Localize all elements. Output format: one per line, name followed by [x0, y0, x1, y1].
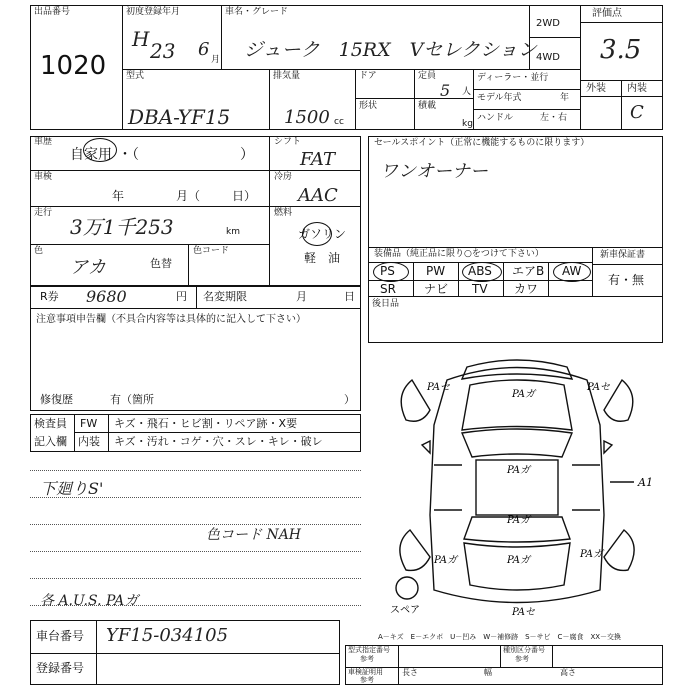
width-label: 幅 — [484, 668, 492, 677]
car-damage-diagram — [372, 345, 662, 625]
car-name-value: ジューク 15RX Vセレクション — [244, 39, 537, 61]
equipment-ps-circle — [373, 262, 409, 282]
expiry-day: 日 — [344, 290, 355, 303]
capacity-value: 5 — [440, 81, 451, 100]
ac-label: 冷房 — [274, 172, 293, 182]
interior-grade-value: C — [630, 102, 644, 123]
mark-trunk: PAガ — [507, 555, 531, 566]
mark-rear-right: PAガ — [580, 549, 604, 560]
2wd-label: 2WD — [536, 18, 560, 29]
exterior-label: 外装 — [586, 83, 606, 94]
notes-label: 注意事項申告欄（不具合内容等は具体的に記入して下さい） — [36, 314, 306, 325]
color-label: 色 — [34, 246, 44, 256]
recycle-amount: 9680 — [86, 287, 127, 306]
shift-value: FAT — [300, 149, 335, 170]
expiry-label: 名変期限 — [203, 290, 247, 303]
era-value: H — [132, 27, 150, 51]
underbody-note: 下廻りS' — [40, 479, 104, 498]
fw-label: FW — [80, 417, 98, 430]
repair-label: 修復歴 — [40, 393, 73, 406]
mark-rear-bumper: PAセ — [512, 607, 536, 618]
shift-label: シフト — [274, 137, 302, 147]
after-date-label: 後日品 — [372, 299, 400, 309]
mileage-label: 走行 — [34, 208, 53, 218]
cert-label-1: 車検証明用 — [348, 668, 383, 676]
mark-rear-center: PAガ — [507, 515, 531, 526]
cert-label-2: 参考 — [360, 676, 374, 684]
after-date-box — [368, 296, 663, 343]
repair-close: ） — [344, 393, 355, 406]
capacity-label: 定員 — [418, 71, 437, 81]
month-unit: 月 — [211, 55, 221, 65]
equipment-abs-circle — [462, 262, 502, 282]
equipment-tv: TV — [472, 282, 488, 296]
interior-items: キズ・汚れ・コゲ・穴・スレ・キレ・破レ — [114, 435, 323, 448]
history-value: 自家用 — [70, 147, 112, 163]
warranty-label: 新車保証書 — [600, 250, 646, 260]
handle-options: 左・右 — [540, 113, 568, 123]
load-label: 積載 — [418, 101, 437, 111]
inspection-year: 年 — [112, 189, 125, 203]
people-unit: 人 — [462, 87, 472, 97]
class-label-1: 種別区分番号 — [503, 646, 545, 654]
equipment-leather: カワ — [514, 282, 539, 296]
history-paren: ・（ — [118, 147, 139, 163]
chassis-label: 車台番号 — [36, 629, 85, 643]
inspector-label: 検査員 — [34, 417, 67, 430]
color-value: アカ — [70, 257, 106, 278]
damage-legend: A－キズ E－エクボ U－凹み W－補修跡 S－サビ C－腐食 XX－交換 — [378, 633, 622, 641]
handle-label: ハンドル — [477, 113, 514, 123]
equipment-pw: PW — [426, 264, 446, 278]
equipment-abs: ABS — [468, 264, 492, 278]
mileage-value: 3万1千253 — [70, 215, 174, 239]
first-reg-label: 初度登録年月 — [126, 7, 181, 17]
color-code-note: 色コード NAH — [206, 527, 302, 543]
recycle-label: R券 — [40, 290, 59, 303]
fuel-label: 燃料 — [274, 208, 293, 218]
color-code-label: 色コード — [193, 246, 230, 256]
spare-label: スペア — [390, 605, 420, 616]
ac-value: AAC — [298, 185, 338, 206]
spec-label-1: 型式指定番号 — [348, 646, 390, 654]
equipment-label: 装備品（純正品に限り○をつけて下さい） — [374, 249, 544, 259]
repair-value: 有（箇所 — [110, 393, 154, 406]
expiry-month: 月 — [296, 290, 307, 303]
fw-items: キズ・飛石・ヒビ割・リペア跡・X要 — [114, 417, 298, 430]
displacement-value: 1500 — [284, 107, 330, 128]
mark-side: A1 — [638, 476, 653, 489]
chassis-number: YF15-034105 — [106, 625, 229, 646]
lot-label: 出品番号 — [34, 7, 71, 17]
km-unit: km — [226, 227, 240, 237]
model-year-label: モデル年式 — [477, 93, 522, 103]
cc-unit: cc — [334, 117, 344, 127]
history-circle — [83, 138, 117, 162]
mark-roof: PAガ — [507, 465, 531, 476]
score-value: 3.5 — [600, 35, 642, 65]
score-label: 評価点 — [592, 8, 622, 19]
mark-front-right: PAセ — [587, 382, 611, 393]
inspection-month: 月（ — [176, 189, 201, 203]
equipment-aw: AW — [562, 264, 582, 278]
mark-rear-left: PAガ — [434, 555, 458, 566]
displacement-label: 排気量 — [273, 71, 301, 81]
length-label: 長さ — [402, 668, 418, 677]
fuel-gasoline: ガソリン — [298, 227, 347, 241]
4wd-label: 4WD — [536, 52, 560, 63]
color-change-label: 色替 — [150, 257, 172, 270]
kg-unit: kg — [462, 119, 473, 129]
mark-front-left: PAセ — [427, 382, 451, 393]
sales-point-box — [368, 136, 663, 248]
sales-point-label: セールスポイント（正常に機能するものに限ります） — [374, 138, 590, 148]
fuel-circle — [302, 222, 332, 246]
height-label: 高さ — [560, 668, 576, 677]
mark-front-hood: PAガ — [512, 389, 536, 400]
class-label-2: 参考 — [515, 655, 529, 663]
entry-label: 記入欄 — [34, 435, 67, 448]
model-label: 型式 — [126, 71, 145, 81]
yen-unit: 円 — [176, 290, 187, 303]
name-grade-label: 車名・グレード — [225, 7, 289, 17]
equipment-airbag: エアB — [512, 264, 545, 278]
interior-label: 内装 — [627, 83, 647, 94]
dealer-label: ディーラー・並行 — [477, 73, 549, 83]
inspection-label: 車検 — [34, 172, 53, 182]
lot-number: 1020 — [40, 51, 107, 81]
model-year-unit: 年 — [560, 93, 570, 103]
equipment-navi: ナビ — [424, 282, 449, 296]
sales-point-value: ワンオーナー — [380, 161, 488, 182]
inspection-day: 日） — [232, 189, 257, 203]
history-close: ） — [240, 147, 254, 163]
reg-year-value: 23 — [150, 39, 176, 63]
equipment-ps: PS — [380, 264, 395, 278]
equipment-sr: SR — [380, 282, 396, 296]
spec-label-2: 参考 — [360, 655, 374, 663]
reg-month-value: 6 — [198, 39, 210, 60]
wheels-note: 各 A.U.S. PAガ — [40, 593, 139, 609]
model-code-value: DBA-YF15 — [128, 105, 231, 129]
shape-label: 形状 — [359, 101, 378, 111]
fuel-diesel: 軽 油 — [304, 251, 341, 265]
equipment-aw-circle — [553, 262, 591, 282]
warranty-options: 有・無 — [608, 273, 645, 287]
history-label: 車歴 — [34, 137, 53, 147]
interior-row-label: 内装 — [78, 435, 100, 448]
reg-no-label: 登録番号 — [36, 661, 85, 675]
door-label: ドア — [359, 71, 377, 81]
